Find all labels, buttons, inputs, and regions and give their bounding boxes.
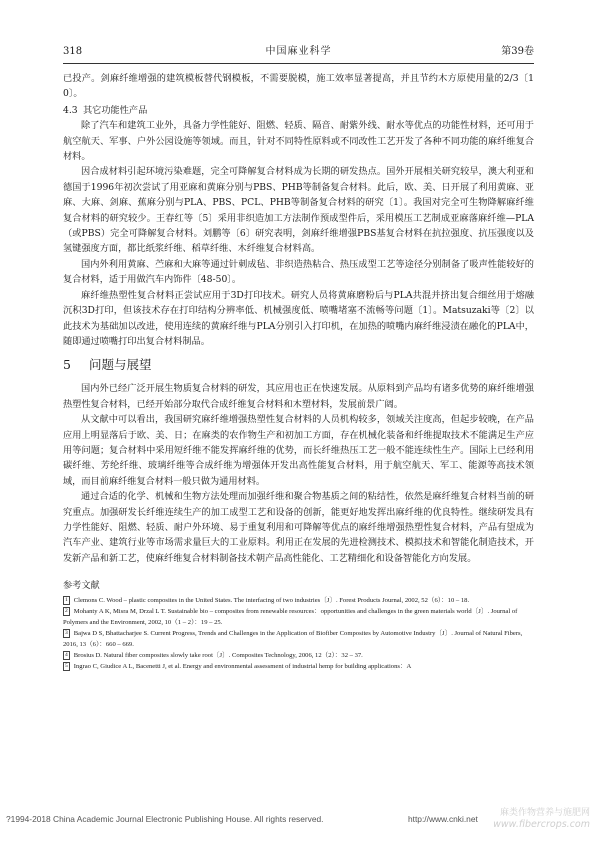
volume-label: 第39卷 xyxy=(501,46,534,57)
watermark xyxy=(470,808,590,830)
reference-number: 1 xyxy=(65,597,68,604)
journal-title: 中国麻业科学 xyxy=(265,46,332,57)
reference-item xyxy=(63,606,534,628)
subsection-title: 其它功能性产品 xyxy=(83,104,148,116)
references-heading: 参考文献 xyxy=(63,580,100,592)
subsection-heading xyxy=(63,103,534,118)
subsection-number: 4.3 xyxy=(63,104,78,116)
reference-text: Clemons C. Wood – plastic composites in the United States. The interfacing of two industries〔J〕. Forest Products Journal, 2002, 52（6）：10 – 18. xyxy=(73,597,470,605)
reference-text: Bajwa D S, Bhattacharjee S. Current Progress, Trends and Challenges in the Application of Biofiber Composites by Automotive Industry〔J〕. Journal of Natural Fibers, 2016, 13（6）：660 – 669. xyxy=(63,630,523,649)
reference-number: 3 xyxy=(65,630,68,637)
reference-number: 2 xyxy=(65,608,68,615)
reference-number: 4 xyxy=(65,652,68,659)
paragraph: 国内外已经广泛开展生物质复合材料的研发，其应用也正在快速发展。从原料到产品均有诸多优势的麻纤维增强热塑性复合材料，已经开始部分取代合成纤维复合材料和木塑材料，发展前景广阔。 xyxy=(63,383,534,410)
article-body xyxy=(63,71,534,672)
paragraph: 因合成材料引起环境污染难题，完全可降解复合材料成为长期的研发热点。国外开展相关研究较早，澳大利亚和德国于1996年初次尝试了用亚麻和黄麻分别与PBS、PHB等制备复合材料。此后，欧、美、日开展了利用黄麻、亚麻、大麻、剑麻、蕉麻分别与PLA、PBS、PCL、PHB等制备复合材料的研究〔1〕。我国对完全可生物降解麻纤维复合材料的研究较少。王春红等〔5〕采用非织造加工方法制作预成型件后，采用模压工艺制成亚麻落麻纤维—PLA（或PBS）完全可降解复合材料。刘鹏等〔6〕研究表明，剑麻纤维增强PBS基复合材料在抗拉强度、抗压强度以及氢键强度方面，都比纸浆纤维、稻草纤维、木纤维复合材料高。 xyxy=(63,166,534,255)
cnki-link[interactable]: http://www.cnki.net xyxy=(408,814,478,824)
reference-item xyxy=(63,628,534,650)
reference-item xyxy=(63,595,534,606)
paragraph: 除了汽车和建筑工业外，具备力学性能好、阻燃、轻质、隔音、耐紫外线、耐水等优点的功能性材料，还可用于航空航天、军事、户外公园设施等领域。而且，针对不同特性原料或不同改性工艺开发了各种不同功能的麻纤维复合材料。 xyxy=(63,120,534,163)
page-number: 318 xyxy=(63,46,83,57)
reference-item xyxy=(63,650,534,661)
paragraph: 通过合适的化学、机械和生物方法处理而加强纤维和聚合物基质之间的粘结性，依然是麻纤维复合材料当前的研究重点。加强研发长纤维连续生产的加工成型工艺和设备的创新，能更好地发挥出麻纤维的优良特性。继续研发具有力学性能好、阻燃、轻质、耐户外环境、易于重复利用和可降解等优点的麻纤维增强热塑性复合材料，产品有望成为汽车产业、建筑行业等市场需求量巨大的工业原料。利用正在发展的先进检测技术、模拟技术和智能化制造技术，开发新产品和新工艺，使麻纤维复合材料制备技术朝产品高性能化、工艺精细化和设备智能化方向发展。 xyxy=(63,491,534,564)
page-header xyxy=(63,44,534,60)
paragraph: 已投产。剑麻纤维增强的建筑模板替代钢模板，不需要脱模，施工效率显著提高，并且节约木方原使用量的2/3〔10〕。 xyxy=(63,73,534,100)
watermark-url: www.fibercrops.com xyxy=(493,819,590,830)
section-number: 5 xyxy=(63,357,71,373)
reference-text: Brosius D. Natural fiber composites slowly take root〔J〕. Composites Technology, 2006, 12（2）：32 – 37. xyxy=(73,652,363,660)
reference-text: Mohanty A K, Misra M, Drzal L T. Sustainable bio – composites from renewable resources：opportunities and challenges in the green materials world〔J〕. Journal of Polymers and the Environment, 2002, 10（1 – 2）：19 – 25. xyxy=(63,608,518,627)
paragraph: 国内外利用黄麻、苎麻和大麻等通过针刺成毡、非织造热粘合、热压成型工艺等途径分别制备了吸声性能较好的复合材料，适于用做汽车内饰件〔48-50〕。 xyxy=(63,258,534,286)
watermark-line: 麻类作物营养与施肥网 xyxy=(499,808,590,818)
reference-list xyxy=(63,595,534,672)
copyright-notice: ?1994-2018 China Academic Journal Electronic Publishing House. All rights reserved. xyxy=(6,814,324,824)
section-title: 问题与展望 xyxy=(89,357,152,373)
reference-number: 5 xyxy=(65,663,68,670)
reference-item xyxy=(63,661,534,672)
section-heading xyxy=(63,355,534,375)
reference-text: Ingrao C, Giudice A L, Bacenetti J, et al. Energy and environmental assessment of industrial hemp for building applications：A xyxy=(73,663,412,671)
header-rule xyxy=(63,63,534,64)
paragraph: 从文献中可以看出，我国研究麻纤维增强热塑性复合材料的人员机构较多，领域关注度高，但起步较晚，在产品应用上明显落后于欧、美、日；在麻类的农作物生产和初加工方面，存在机械化装备和纤维提取技术不能满足生产应用等问题；复合材料中采用短纤维不能发挥麻纤维的优势，而长纤维热压工艺一般不能连续性生产。国际上已经利用碳纤维、芳纶纤维、玻璃纤维等合成纤维为增强体开发出高性能复合材料，用于航空航天、军工、能源等高技术领域，而目前麻纤维复合材料一般只做为通用材料。 xyxy=(63,414,534,487)
paragraph: 麻纤维热塑性复合材料正尝试应用于3D打印技术。研究人员将黄麻磨粉后与PLA共混并挤出复合细丝用于熔融沉积3D打印，但该技术存在打印结构分辨率低、机械强度低、喷嘴堵塞不流畅等问题〔1〕。Matsuzaki等〔2〕以此技术为基础加以改进，使用连续的黄麻纤维与PLA分别引入打印机，在加热的喷嘴内麻纤维浸渍在融化的PLA中，随即通过喷嘴打印出复合材料制品。 xyxy=(63,289,534,347)
